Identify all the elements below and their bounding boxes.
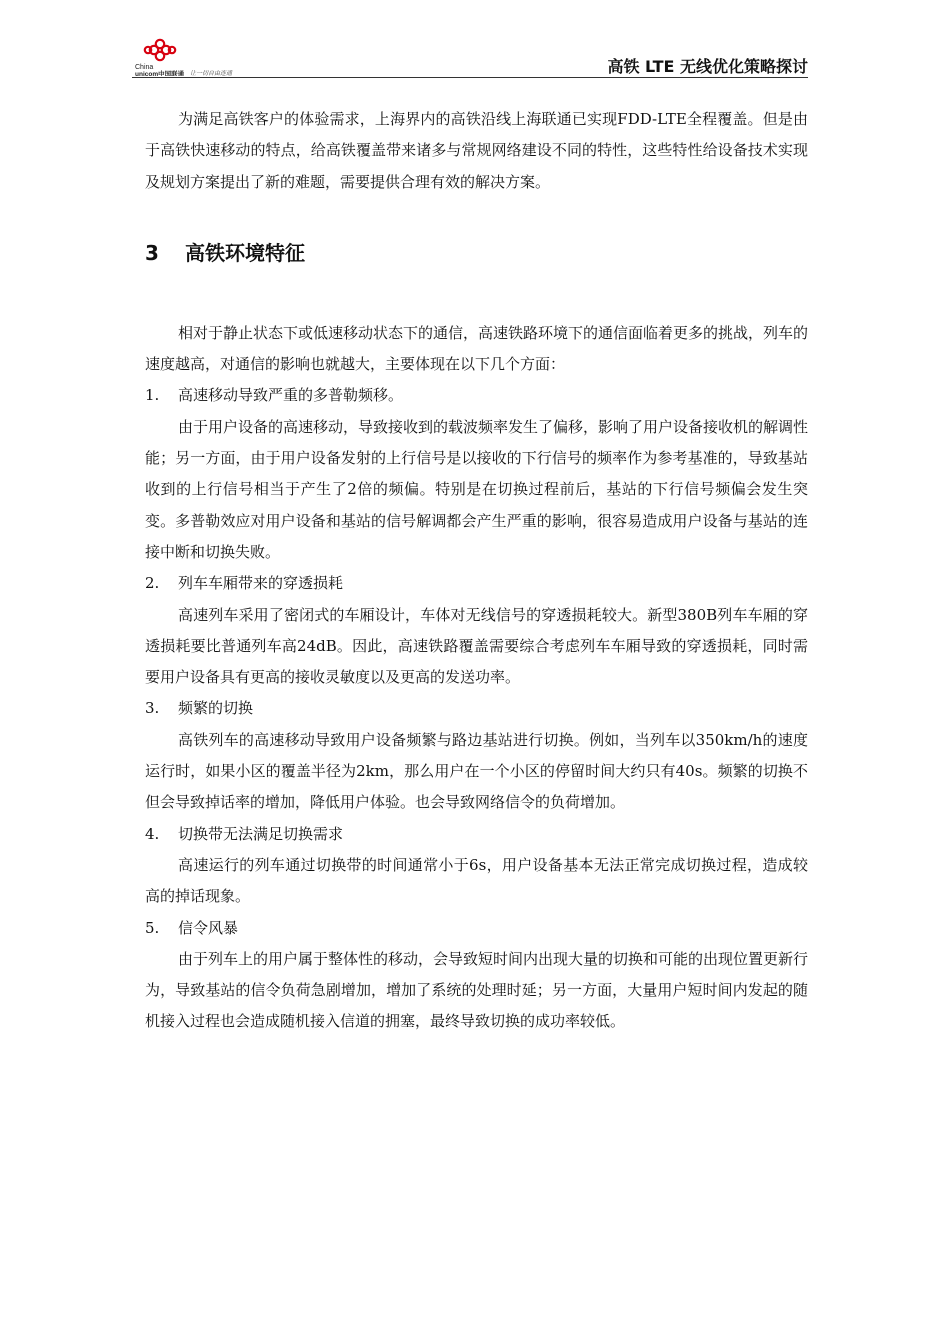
list-item-title-row (145, 693, 808, 724)
section-title: 高铁环境特征 (184, 240, 305, 265)
section-heading (145, 238, 808, 268)
list-item-title-row (145, 568, 808, 599)
logo-text-top: China (135, 64, 154, 71)
list-item-body: 高速运行的列车通过切换带的时间通常小于6s，用户设备基本无法正常完成切换过程，造成较高的掉话现象。 (145, 855, 808, 906)
list-item-title: 列车车厢带来的穿透损耗 (178, 574, 344, 593)
china-unicom-logo (132, 36, 272, 76)
list-item-title: 频繁的切换 (178, 699, 254, 718)
intro-paragraph: 为满足高铁客户的体验需求，上海界内的高铁沿线上海联通已实现FDD-LTE全程覆盖。但是由于高铁快速移动的特点，给高铁覆盖带来诸多与常规网络建设不同的特性，这些特性给设备技术实现及规划方案提出了新的难题，需要提供合理有效的解决方案。 (145, 110, 808, 191)
list-item-title-row (145, 380, 808, 411)
unicom-knot-icon (132, 36, 272, 76)
header-divider (132, 77, 808, 78)
list-item-body: 高速列车采用了密闭式的车厢设计，车体对无线信号的穿透损耗较大。新型380B列车车厢的穿透损耗要比普通列车高24dB。因此，高速铁路覆盖需要综合考虑列车车厢导致的穿透损耗，同时需要用户设备具有更高的接收灵敏度以及更高的发送功率。 (145, 605, 808, 687)
document-body (145, 104, 808, 1038)
list-item-number: 1. (145, 386, 160, 405)
list-item-number: 3. (145, 699, 160, 718)
list-item (145, 819, 808, 913)
list-item-number: 4. (145, 824, 160, 843)
list-item-title-row (145, 819, 808, 850)
list-item (145, 693, 808, 818)
logo-text-bottom: unicom中国联通 (135, 71, 185, 76)
list-item-title: 高速移动导致严重的多普勒频移。 (178, 386, 404, 405)
logo-slogan: 让一切自由连通 (190, 70, 233, 76)
list-item-body: 由于列车上的用户属于整体性的移动，会导致短时间内出现大量的切换和可能的出现位置更新行为，导致基站的信令负荷急剧增加，增加了系统的处理时延；另一方面，大量用户短时间内发起的随机接入过程也会造成随机接入信道的拥塞，最终导致切换的成功率较低。 (145, 949, 809, 1031)
header-title: 高铁 LTE 无线优化策略探讨 (607, 57, 808, 76)
list-item-body: 高铁列车的高速移动导致用户设备频繁与路边基站进行切换。例如，当列车以350km/h的速度运行时，如果小区的覆盖半径为2km，那么用户在一个小区的停留时间大约只有40s。频繁的切换不但会导致掉话率的增加，降低用户体验。也会导致网络信令的负荷增加。 (145, 730, 808, 812)
section-number: 3 (145, 240, 159, 265)
list-item-body: 由于用户设备的高速移动，导致接收到的载波频率发生了偏移，影响了用户设备接收机的解调性能；另一方面，由于用户设备发射的上行信号是以接收的下行信号的频率作为参考基准的，导致基站收到的上行信号相当于产生了2倍的频偏。特别是在切换过程前后，基站的下行信号频偏会发生突变。多普勒效应对用户设备和基站的信号解调都会产生严重的影响，很容易造成用户设备与基站的连接中断和切换失败。 (145, 417, 809, 561)
list-item-title: 切换带无法满足切换需求 (178, 824, 344, 843)
list-item-number: 2. (145, 574, 160, 593)
section-intro-paragraph: 相对于静止状态下或低速移动状态下的通信，高速铁路环境下的通信面临着更多的挑战，列车的速度越高，对通信的影响也就越大，主要体现在以下几个方面： (145, 323, 809, 374)
page-header (132, 28, 808, 78)
list-item (145, 380, 808, 568)
list-item-title: 信令风暴 (178, 918, 239, 937)
list-item-title-row (145, 913, 808, 944)
list-item (145, 913, 808, 1038)
list-item (145, 568, 808, 693)
list-item-number: 5. (145, 918, 160, 937)
